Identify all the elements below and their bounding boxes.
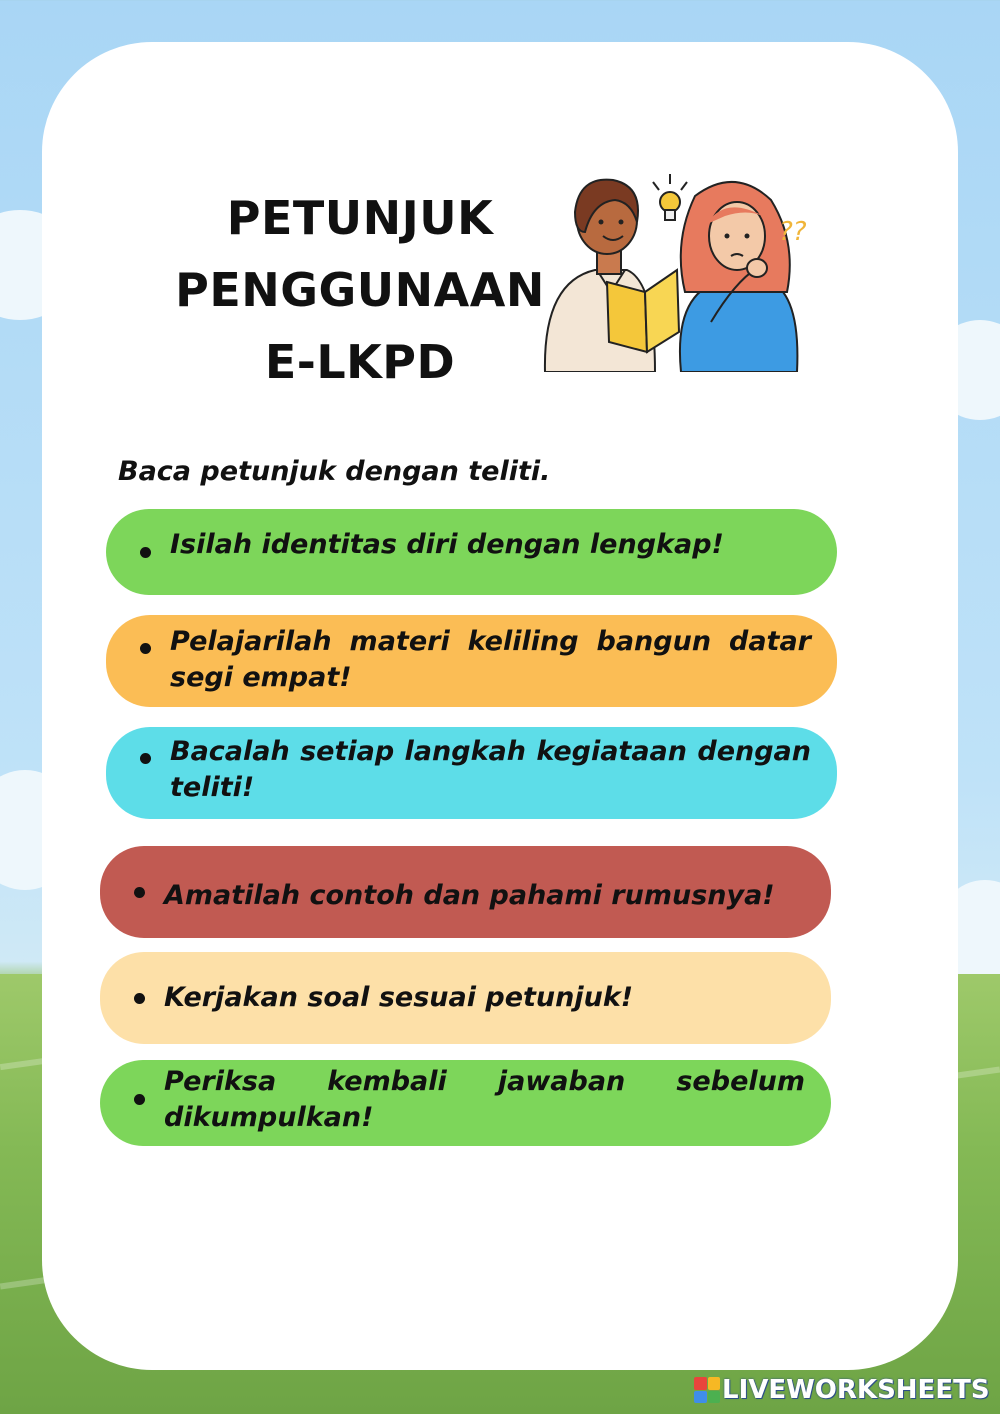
step-item bbox=[106, 509, 837, 595]
step-text: Kerjakan soal sesuai petunjuk! bbox=[164, 982, 634, 1013]
step-text: Pelajarilah materi keliling bangun datar segi empat! bbox=[170, 626, 811, 693]
intro-text: Baca petunjuk dengan teliti. bbox=[118, 456, 551, 487]
lightbulb-icon bbox=[653, 174, 687, 220]
bullet bbox=[140, 643, 151, 654]
step-item bbox=[106, 727, 837, 819]
liveworksheets-watermark[interactable] bbox=[694, 1373, 990, 1407]
title-line-1: PETUNJUK bbox=[226, 191, 494, 245]
title-line-3: E-LKPD bbox=[264, 335, 456, 389]
step-text: Bacalah setiap langkah kegiataan dengan teliti! bbox=[170, 736, 811, 803]
bullet bbox=[140, 753, 151, 764]
bullet bbox=[134, 993, 145, 1004]
person-thinking-icon bbox=[680, 182, 797, 372]
step-text: Periksa kembali jawaban sebelum dikumpulkan! bbox=[164, 1066, 805, 1133]
title-line-2: PENGGUNAAN bbox=[175, 263, 545, 317]
step-item bbox=[100, 846, 831, 938]
bullet bbox=[134, 1094, 145, 1105]
illustration bbox=[535, 172, 825, 372]
step-item bbox=[106, 615, 837, 707]
page-title bbox=[150, 182, 570, 398]
step-text: Isilah identitas diri dengan lengkap! bbox=[170, 529, 724, 560]
question-marks-icon bbox=[779, 217, 807, 247]
liveworksheets-logo-icon bbox=[694, 1377, 720, 1403]
bullet bbox=[140, 547, 151, 558]
watermark-text: LIVEWORKSHEETS bbox=[722, 1375, 990, 1405]
bullet bbox=[134, 887, 145, 898]
step-text: Amatilah contoh dan pahami rumusnya! bbox=[164, 880, 775, 911]
step-item bbox=[100, 1060, 831, 1146]
svg-text:??: ?? bbox=[779, 217, 807, 247]
step-item bbox=[100, 952, 831, 1044]
